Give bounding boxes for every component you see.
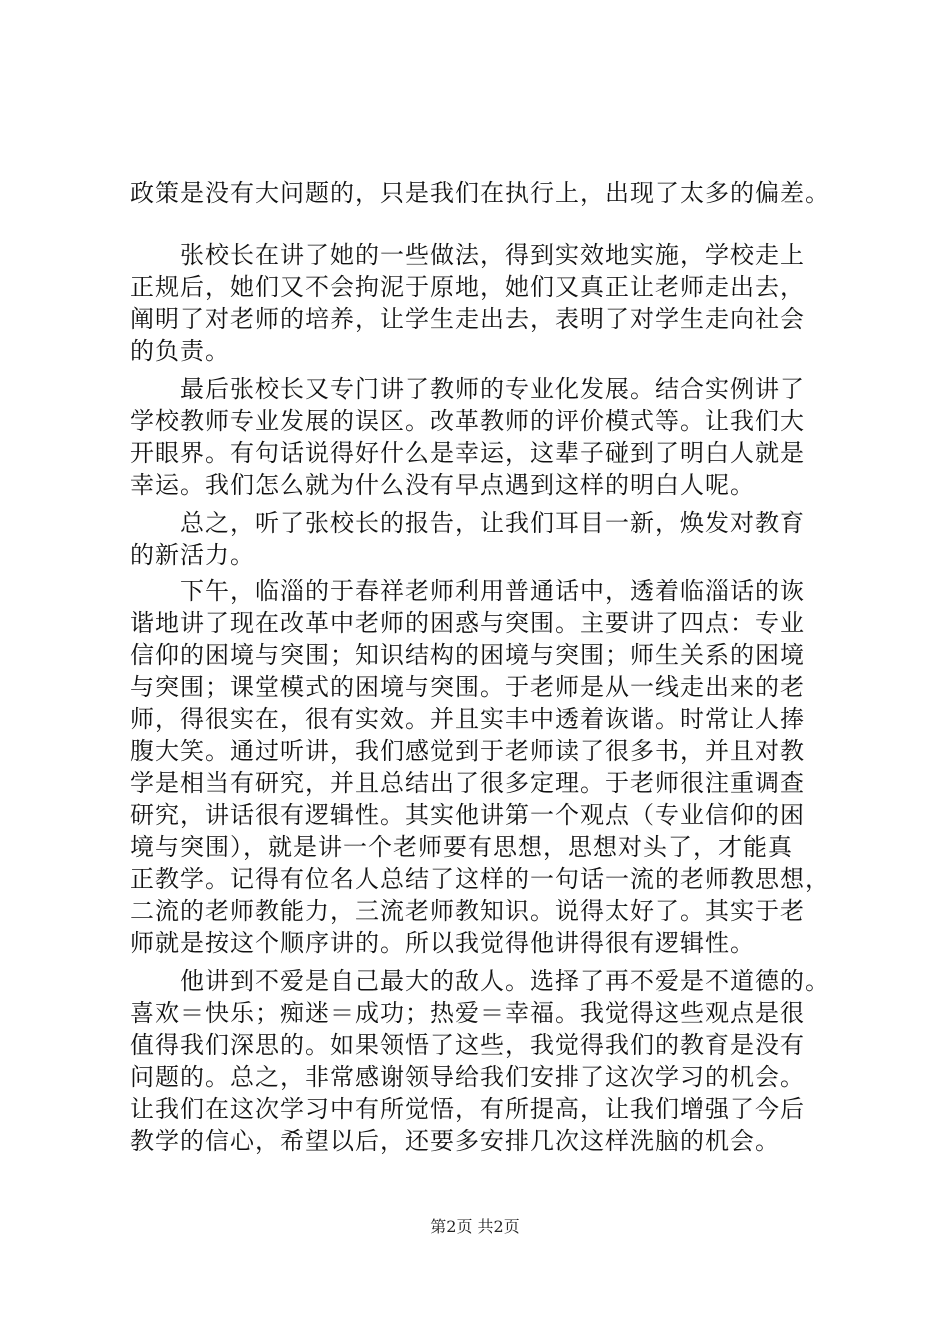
page-number-footer: 第2页 共2页 [430,1217,520,1236]
text-line: 最后张校长又专门讲了教师的专业化发展。结合实例讲了 [130,375,805,403]
text-line: 与突围；课堂模式的困境与突围。于老师是从一线走出来的老 [130,673,805,701]
text-line: 师就是按这个顺序讲的。所以我觉得他讲得很有逻辑性。 [130,929,755,957]
text-line: 学校教师专业发展的误区。改革教师的评价模式等。让我们大 [130,407,805,435]
text-line: 师，得很实在，很有实效。并且实丰中透着诙谐。时常让人捧 [130,705,805,733]
text-line: 二流的老师教能力，三流老师教知识。说得太好了。其实于老 [130,897,805,925]
text-line: 的负责。 [130,337,230,365]
text-line: 开眼界。有句话说得好什么是幸运，这辈子碰到了明白人就是 [130,439,805,467]
text-line: 教学的信心，希望以后，还要多安排几次这样洗脑的机会。 [130,1127,780,1155]
text-line: 问题的。总之，非常感谢领导给我们安排了这次学习的机会。 [130,1063,805,1091]
text-line: 谐地讲了现在改革中老师的困惑与突围。主要讲了四点：专业 [130,609,805,637]
text-line: 腹大笑。通过听讲，我们感觉到于老师读了很多书，并且对教 [130,737,805,765]
text-line: 下午，临淄的于春祥老师利用普通话中，透着临淄话的诙 [130,577,805,605]
text-line: 幸运。我们怎么就为什么没有早点遇到这样的明白人呢。 [130,471,755,499]
text-line: 他讲到不爱是自己最大的敌人。选择了再不爱是不道德的。 [130,967,830,995]
text-line: 总之，听了张校长的报告，让我们耳目一新，焕发对教育 [130,509,805,537]
text-line: 政策是没有大问题的，只是我们在执行上，出现了太多的偏差。 [130,179,830,207]
text-line: 学是相当有研究，并且总结出了很多定理。于老师很注重调查 [130,769,805,797]
text-line: 正教学。记得有位名人总结了这样的一句话一流的老师教思想， [130,865,830,893]
text-line: 张校长在讲了她的一些做法，得到实效地实施，学校走上 [130,241,805,269]
text-line: 的新活力。 [130,541,255,569]
text-line: 正规后，她们又不会拘泥于原地，她们又真正让老师走出去， [130,273,805,301]
text-line: 喜欢＝快乐；痴迷＝成功；热爱＝幸福。我觉得这些观点是很 [130,999,805,1027]
text-line: 值得我们深思的。如果领悟了这些，我觉得我们的教育是没有 [130,1031,805,1059]
text-line: 让我们在这次学习中有所觉悟，有所提高，让我们增强了今后 [130,1095,805,1123]
text-line: 研究，讲话很有逻辑性。其实他讲第一个观点（专业信仰的困 [130,801,805,829]
text-line: 境与突围），就是讲一个老师要有思想，思想对头了，才能真 [130,833,793,861]
text-line: 信仰的困境与突围；知识结构的困境与突围；师生关系的困境 [130,641,805,669]
text-line: 阐明了对老师的培养，让学生走出去，表明了对学生走向社会 [130,305,805,333]
